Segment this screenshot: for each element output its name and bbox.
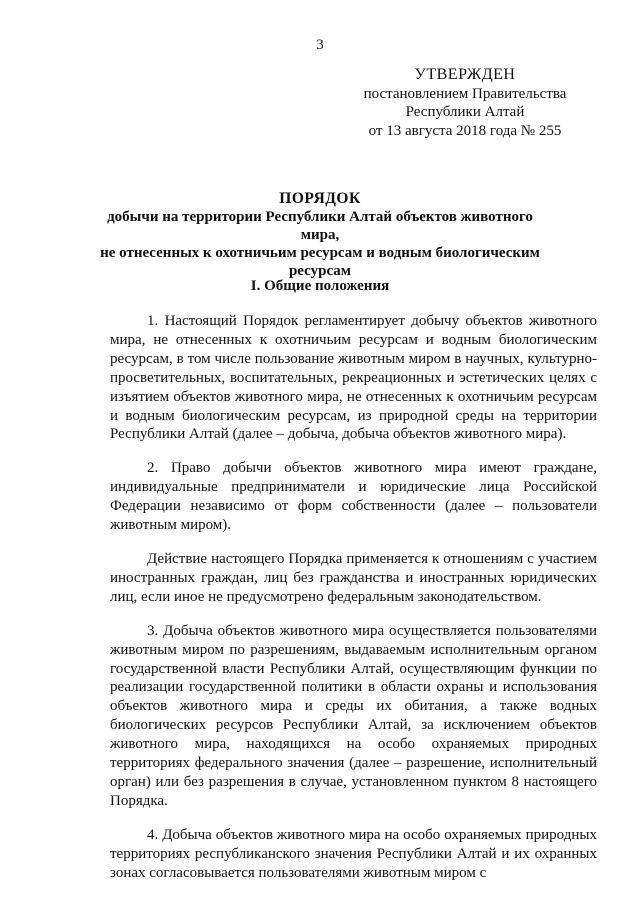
section-heading: I. Общие положения [250, 278, 390, 294]
document-title [100, 190, 540, 280]
title-main: ПОРЯДОК [279, 190, 361, 207]
page-number: 3 [316, 37, 324, 53]
approval-line: Республики Алтай [405, 104, 525, 120]
title-line: не отнесенных к охотничьим ресурсам и водным биологическим [100, 245, 540, 261]
paragraph: 4. Добыча объектов животного мира на особо охраняемых природных территориях республиканского значения Республики Алтай и их охранных зонах согласовывается пользователями животным миром с [110, 826, 597, 881]
approval-stamp [330, 66, 600, 140]
document-body [110, 312, 597, 882]
paragraph: 3. Добыча объектов животного мира осуществляется пользователями животным миром по разрешениям, выдаваемым исполнительным органом государственной власти Республики Алтай, осуществляющим функции по реализации государственной политики в области охраны и использования объектов животного мира и среды их обитания, а также водных биологических ресурсов Республики Алтай, за исключением объектов животного мира, находящихся на особо охраняемых природных территориях федерального значения (далее – разрешение, исполнительный орган) или без разрешения в случае, установленном пунктом 8 настоящего Порядка. [110, 622, 597, 809]
approval-line: от 13 августа 2018 года № 255 [368, 122, 562, 139]
approval-line: постановлением Правительства [363, 85, 567, 102]
paragraph: 2. Право добычи объектов животного мира имеют граждане, индивидуальные предприниматели и юридические лица Российской Федерации независимо от форм собственности (далее – пользователи животным миром). [110, 460, 597, 534]
paragraph: Действие настоящего Порядка применяется к отношениям с участием иностранных граждан, лиц без гражданства и иностранных юридических лиц, если иное не предусмотрено федеральным законодательством. [110, 550, 597, 605]
paragraph: 1. Настоящий Порядок регламентирует добычу объектов животного мира, не отнесенных к охотничьим ресурсам и водным биологическим ресурсам, в том числе пользование животным миром в научных, культурно-просветительных, воспитательных, рекреационных и эстетических целях с изъятием объектов животного мира, не отнесенных к охотничьим ресурсам и водным биологическим ресурсам, из природной среды на территории Республики Алтай (далее – добыча, добыча объектов животного мира). [110, 313, 597, 443]
title-line: добычи на территории Республики Алтай объектов животного мира, [107, 209, 533, 243]
approval-heading: УТВЕРЖДЕН [414, 66, 516, 83]
title-line: ресурсам [288, 263, 352, 279]
